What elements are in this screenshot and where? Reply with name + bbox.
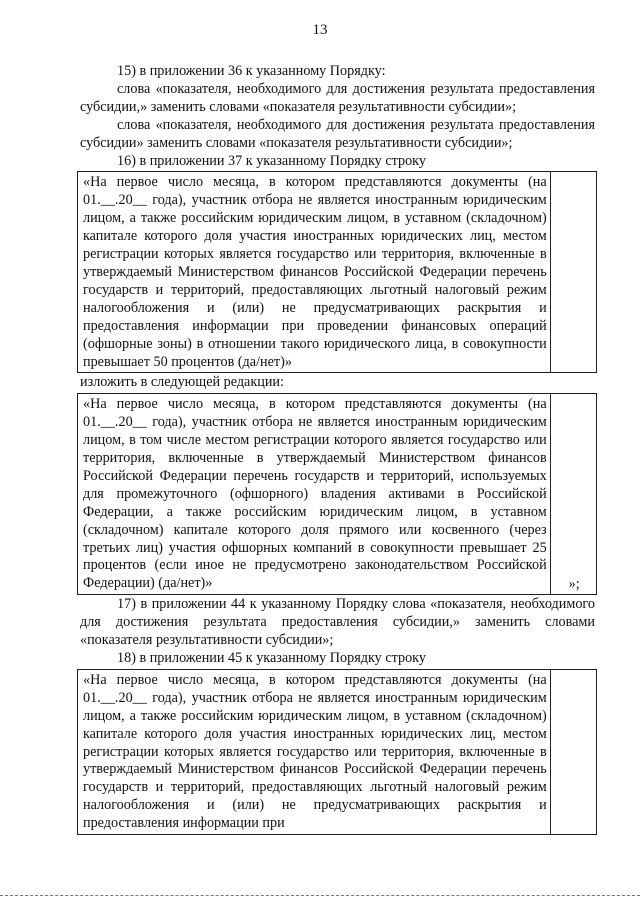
item-16-instruction: изложить в следующей редакции: xyxy=(80,374,284,391)
empty-value-cell xyxy=(550,394,596,595)
table-row-old-wording xyxy=(77,171,597,373)
new-wording-closing: »; xyxy=(568,576,580,593)
document-body xyxy=(80,63,595,836)
old-wording-cell: «На первое число месяца, в котором представляются документы (на 01.__.20__ года), участник отбора не является иностранным юридическим лицом, а также российским юридическим лицом, в уставном (складочном) капитале которого доля участия иностранных юридических лиц, местом регистрации которых является государство или территория, включенные в утверждаемый Министерством финансов Российской Федерации перечень государств и территорий, предоставляющих льготный налоговый режим налогообложения и (или) не предусматривающих раскрытия и предоставления информации при проведении финансовых операций (офшорные зоны) в отношении такого юридического лица, в совокупности превышает 50 процентов (да/нет)» xyxy=(78,172,551,373)
item-15-paragraph-b: слова «показателя, необходимого для достижения результата предоставления субсидии» заменить словами «показателя результативности субсидии»; xyxy=(80,116,595,151)
item-17-paragraph: 17) в приложении 44 к указанному Порядку слова «показателя, необходимого для достижения результата предоставления субсидии,» заменить словами «показателя результативности субсидии»; xyxy=(80,596,595,649)
empty-value-cell xyxy=(550,172,596,373)
new-wording-cell xyxy=(78,394,580,595)
item-18-heading: 18) в приложении 45 к указанному Порядку строку xyxy=(117,650,426,666)
page-number: 13 xyxy=(312,22,328,38)
item-16-heading: 16) в приложении 37 к указанному Порядку строку xyxy=(117,152,426,169)
new-wording-text: «На первое число месяца, в котором представляются документы (на 01.__.20__ года), участник отбора не является иностранным юридическим лицом, в том числе местом регистрации которого является государство или территория, включенные в утверждаемый Министерством финансов Российской Федерации перечень государств и территорий, используемых для промежуточного (офшорного) владения активами в Российской Федерации, а также российским юридическим лицом, в уставном (складочном) капитале которого доля прямого или косвенного (через третьих лиц) участия офшорных компаний в совокупности превышает 25 процентов (если иное не предусмотрено законодательством Российской Федерации) (да/нет)» xyxy=(83,396,547,592)
table-row-old-wording-45 xyxy=(77,669,597,835)
item-15-heading: 15) в приложении 36 к указанному Порядку: xyxy=(117,63,386,79)
page-bottom-divider xyxy=(0,895,640,896)
table-row-new-wording xyxy=(77,393,597,595)
old-wording-cell-45: «На первое число месяца, в котором представляются документы (на 01.__.20__ года), участник отбора не является иностранным юридическим лицом, а также российским юридическим лицом, в уставном (складочном) капитале которого доля участия иностранных юридических лиц, местом регистрации которых является государство или территория, включенные в утверждаемый Министерством финансов Российской Федерации перечень государств и территорий, предоставляющих льготный налоговый режим налогообложения и (или) не предусматривающих раскрытия и предоставления информации при xyxy=(78,669,551,834)
empty-value-cell xyxy=(550,669,596,834)
item-15-paragraph-a: слова «показателя, необходимого для достижения результата предоставления субсидии,» заменить словами «показателя результативности субсидии»; xyxy=(80,80,595,115)
